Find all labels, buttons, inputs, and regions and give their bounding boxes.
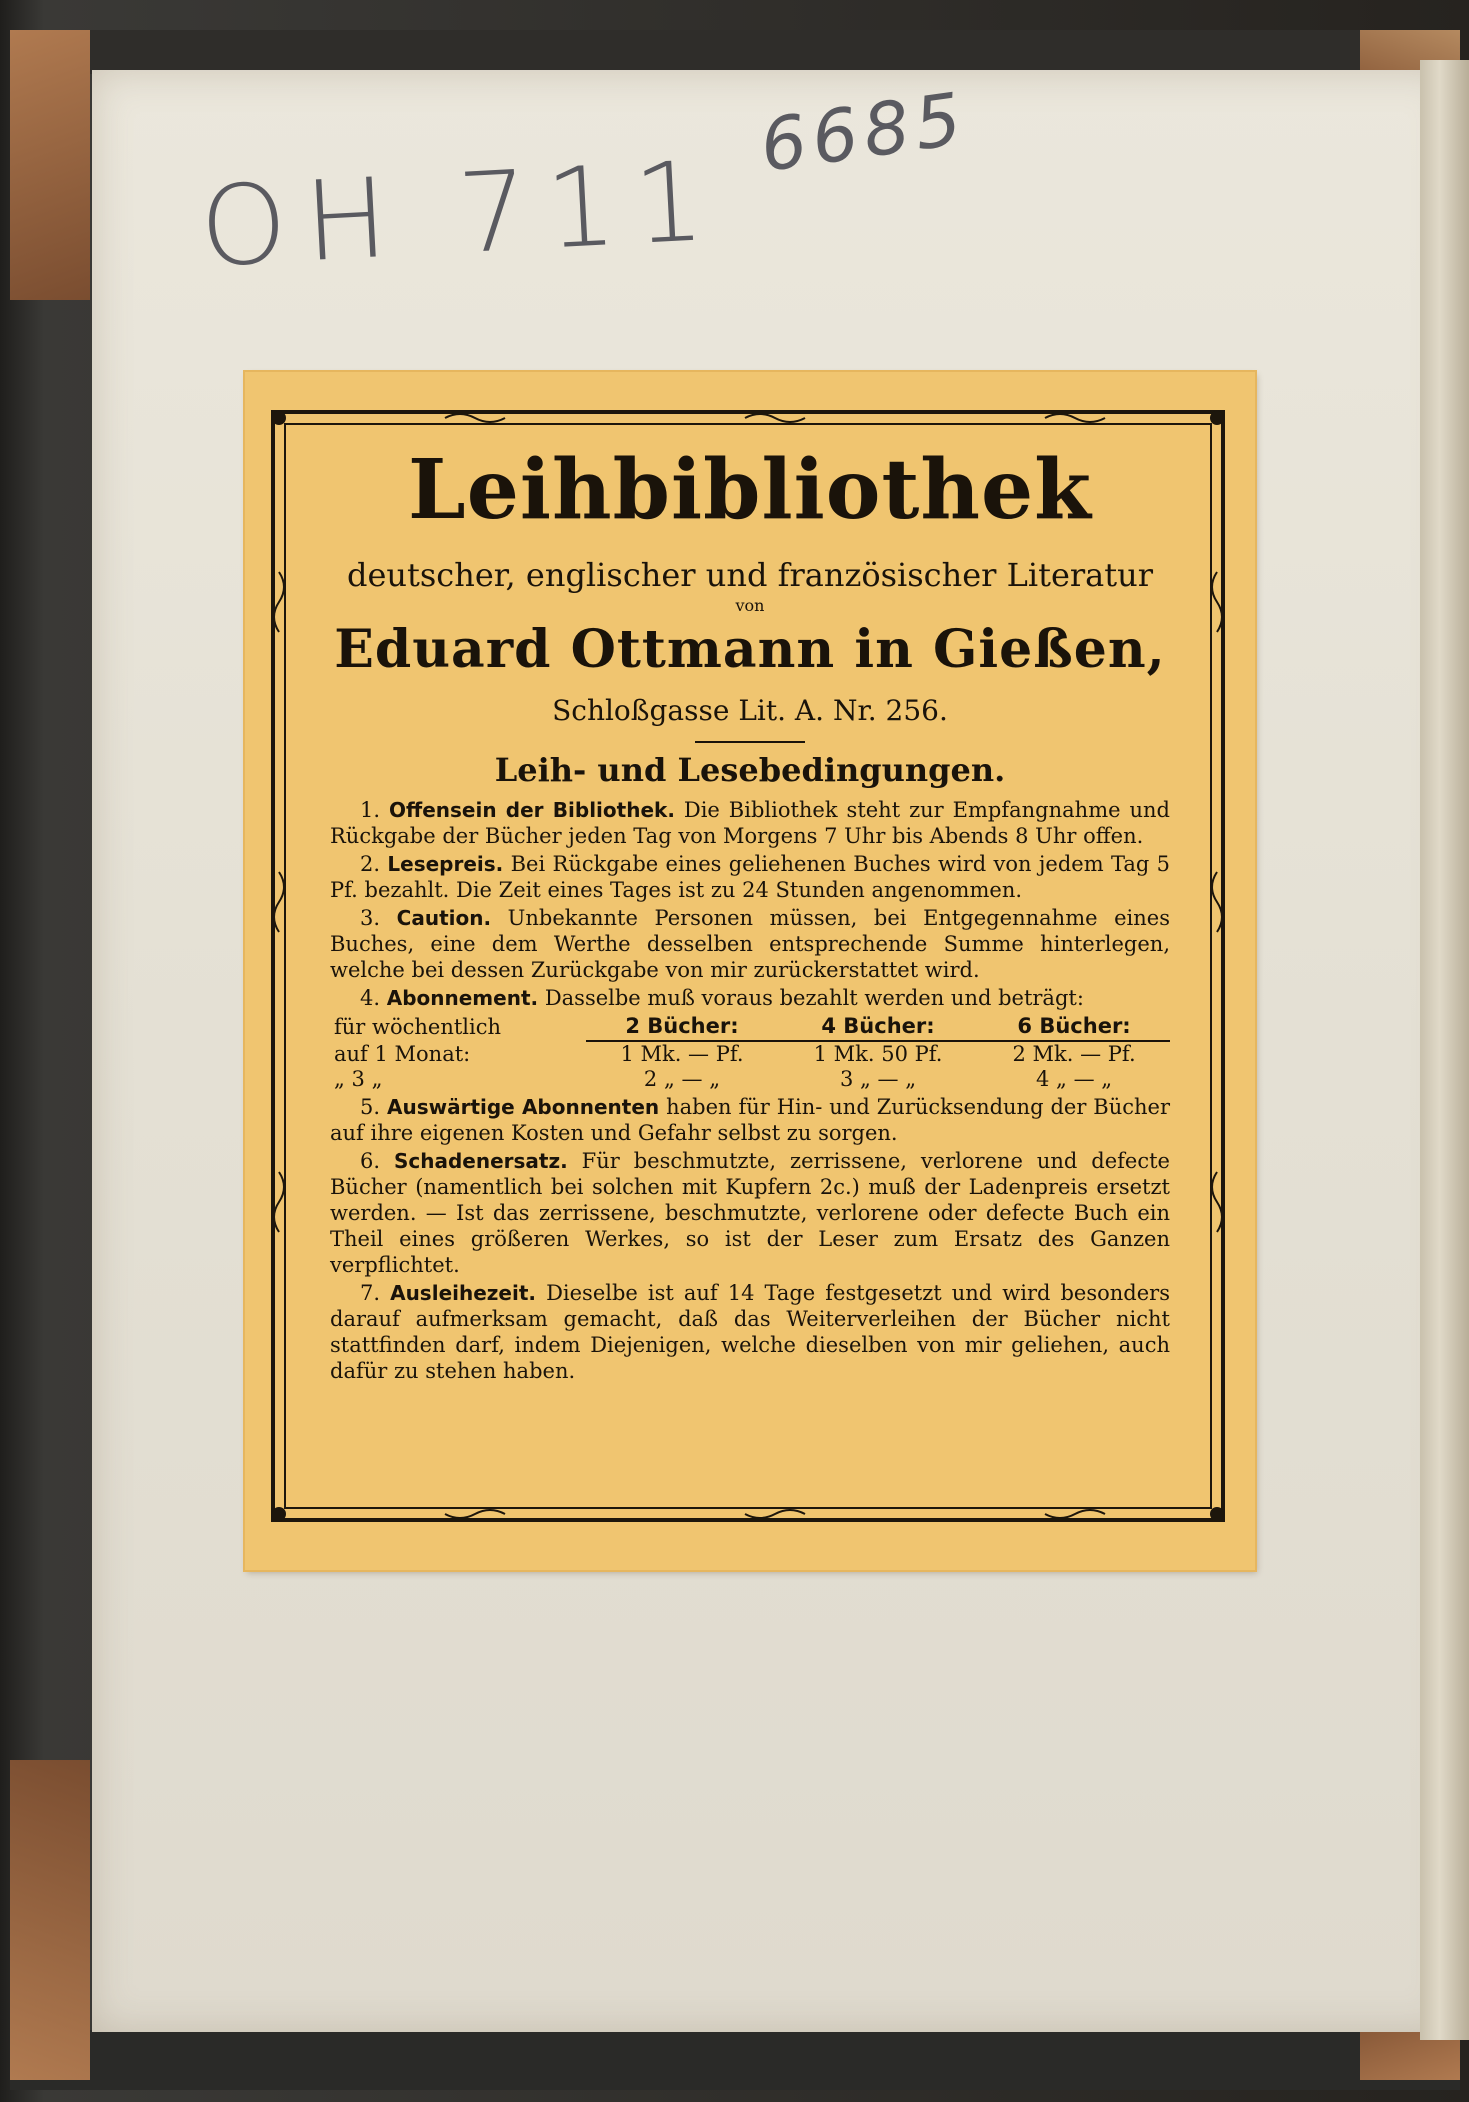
label-title: Leihbibliothek (408, 442, 1092, 538)
price-cell: 2 „ — „ (643, 1067, 721, 1091)
rule-number: 1. (360, 798, 381, 822)
rule-paragraph (330, 797, 1170, 849)
handwritten-shelfmark: OH 711 (197, 136, 726, 292)
conditions-heading: Leih- und Lesebedingungen. (494, 751, 1006, 789)
rule-text: Dieselbe ist auf 14 Tage festgesetzt und wird besonders darauf aufmerksam gemacht, daß das Weiterverleihen der Bücher nicht stattfinden darf, indem Diejenigen, welche dieselben von mir geliehen, auch dafür zu stehen haben. (330, 1281, 1170, 1383)
rule-paragraph (330, 905, 1170, 983)
rule-text: Bei Rückgabe eines geliehenen Buches wird von jedem Tag 5 Pf. bezahlt. Die Zeit eines Tages ist zu 24 Stunden angenommen. (330, 852, 1170, 902)
rule-number: 4. (360, 986, 381, 1010)
label-subtitle: deutscher, englischer und französischer Literatur (346, 556, 1154, 594)
price-col-2: 2 Bücher: (586, 1013, 778, 1041)
label-content (330, 442, 1170, 1386)
handwritten-number: 6685 (755, 75, 973, 189)
rule-text: Unbekannte Personen müssen, bei Entgegennahme eines Buches, eine dem Werthe desselben entsprechende Summe hinterlegen, welche bei dessen Zurückgabe von mir zurückerstattet wird. (330, 906, 1171, 982)
rule-number: 6. (360, 1149, 381, 1173)
label-address: Schloßgasse Lit. A. Nr. 256. (552, 694, 948, 727)
rule-number: 3. (360, 906, 381, 930)
price-table (330, 1013, 1170, 1092)
corner-bottom-left (10, 1760, 90, 2080)
rule-text: Für beschmutzte, zerrissene, verlorene und defecte Bücher (namentlich bei solchen mit Kupfern 2c.) muß der Ladenpreis ersetzt werden. — Ist das zerrissene, beschmutzte, verlorene oder defecte Buch ein Theil eines größeren Werkes, so ist der Leser zum Ersatz des Ganzen verpflichtet. (330, 1149, 1170, 1277)
label-owner: Eduard Ottmann in Gießen, (334, 619, 1166, 680)
price-row-label: für wöchentlich (334, 1014, 502, 1039)
rule-heading: Abonnement. (386, 986, 539, 1010)
rule-paragraph (330, 985, 1170, 1011)
rule-number: 5. (360, 1095, 381, 1119)
rule-heading: Lesepreis. (387, 852, 504, 876)
price-row-2-label: „ 3 „ (334, 1067, 383, 1091)
rule-paragraph (330, 1148, 1170, 1278)
table-row (330, 1041, 1170, 1067)
rule-text: Die Bibliothek steht zur Empfangnahme und Rückgabe der Bücher jeden Tag von Morgens 7 Uhr bis Abends 8 Uhr offen. (330, 798, 1170, 848)
table-row (330, 1067, 1170, 1092)
library-label (245, 372, 1255, 1570)
price-cell: 1 Mk. — Pf. (620, 1042, 744, 1066)
rule-heading: Caution. (396, 906, 492, 930)
rule-heading: Schadenersatz. (393, 1149, 568, 1173)
rule-paragraph (330, 1280, 1170, 1384)
rules-list-continued (330, 1094, 1170, 1384)
rules-list (330, 797, 1170, 1011)
corner-top-left (10, 30, 90, 300)
price-cell: 3 „ — „ (839, 1067, 917, 1091)
rule-text: haben für Hin- und Zurücksendung der Bücher auf ihre eigenen Kosten und Gefahr selbst zu sorgen. (330, 1095, 1170, 1145)
rule-paragraph (330, 1094, 1170, 1146)
leather-top-edge (10, 30, 1460, 74)
rule-paragraph (330, 851, 1170, 903)
price-row-1-label: auf 1 Monat: (334, 1041, 471, 1066)
rule-heading: Offensein der Bibliothek. (389, 798, 675, 822)
rule-text: Dasselbe muß voraus bezahlt werden und beträgt: (544, 986, 1084, 1010)
label-von: von (735, 596, 765, 615)
spine-edge (1420, 60, 1469, 2040)
divider (695, 741, 805, 743)
leather-bottom-edge (10, 2030, 1460, 2090)
price-cell: 1 Mk. 50 Pf. (813, 1042, 943, 1066)
rule-number: 2. (360, 852, 381, 876)
price-cell: 2 Mk. — Pf. (1012, 1042, 1136, 1066)
price-cell: 4 „ — „ (1035, 1067, 1113, 1091)
price-col-6: 6 Bücher: (978, 1013, 1170, 1041)
rule-number: 7. (360, 1281, 381, 1305)
price-col-4: 4 Bücher: (778, 1013, 978, 1041)
rule-heading: Ausleihezeit. (390, 1281, 537, 1305)
rule-heading: Auswärtige Abonnenten (386, 1095, 660, 1119)
